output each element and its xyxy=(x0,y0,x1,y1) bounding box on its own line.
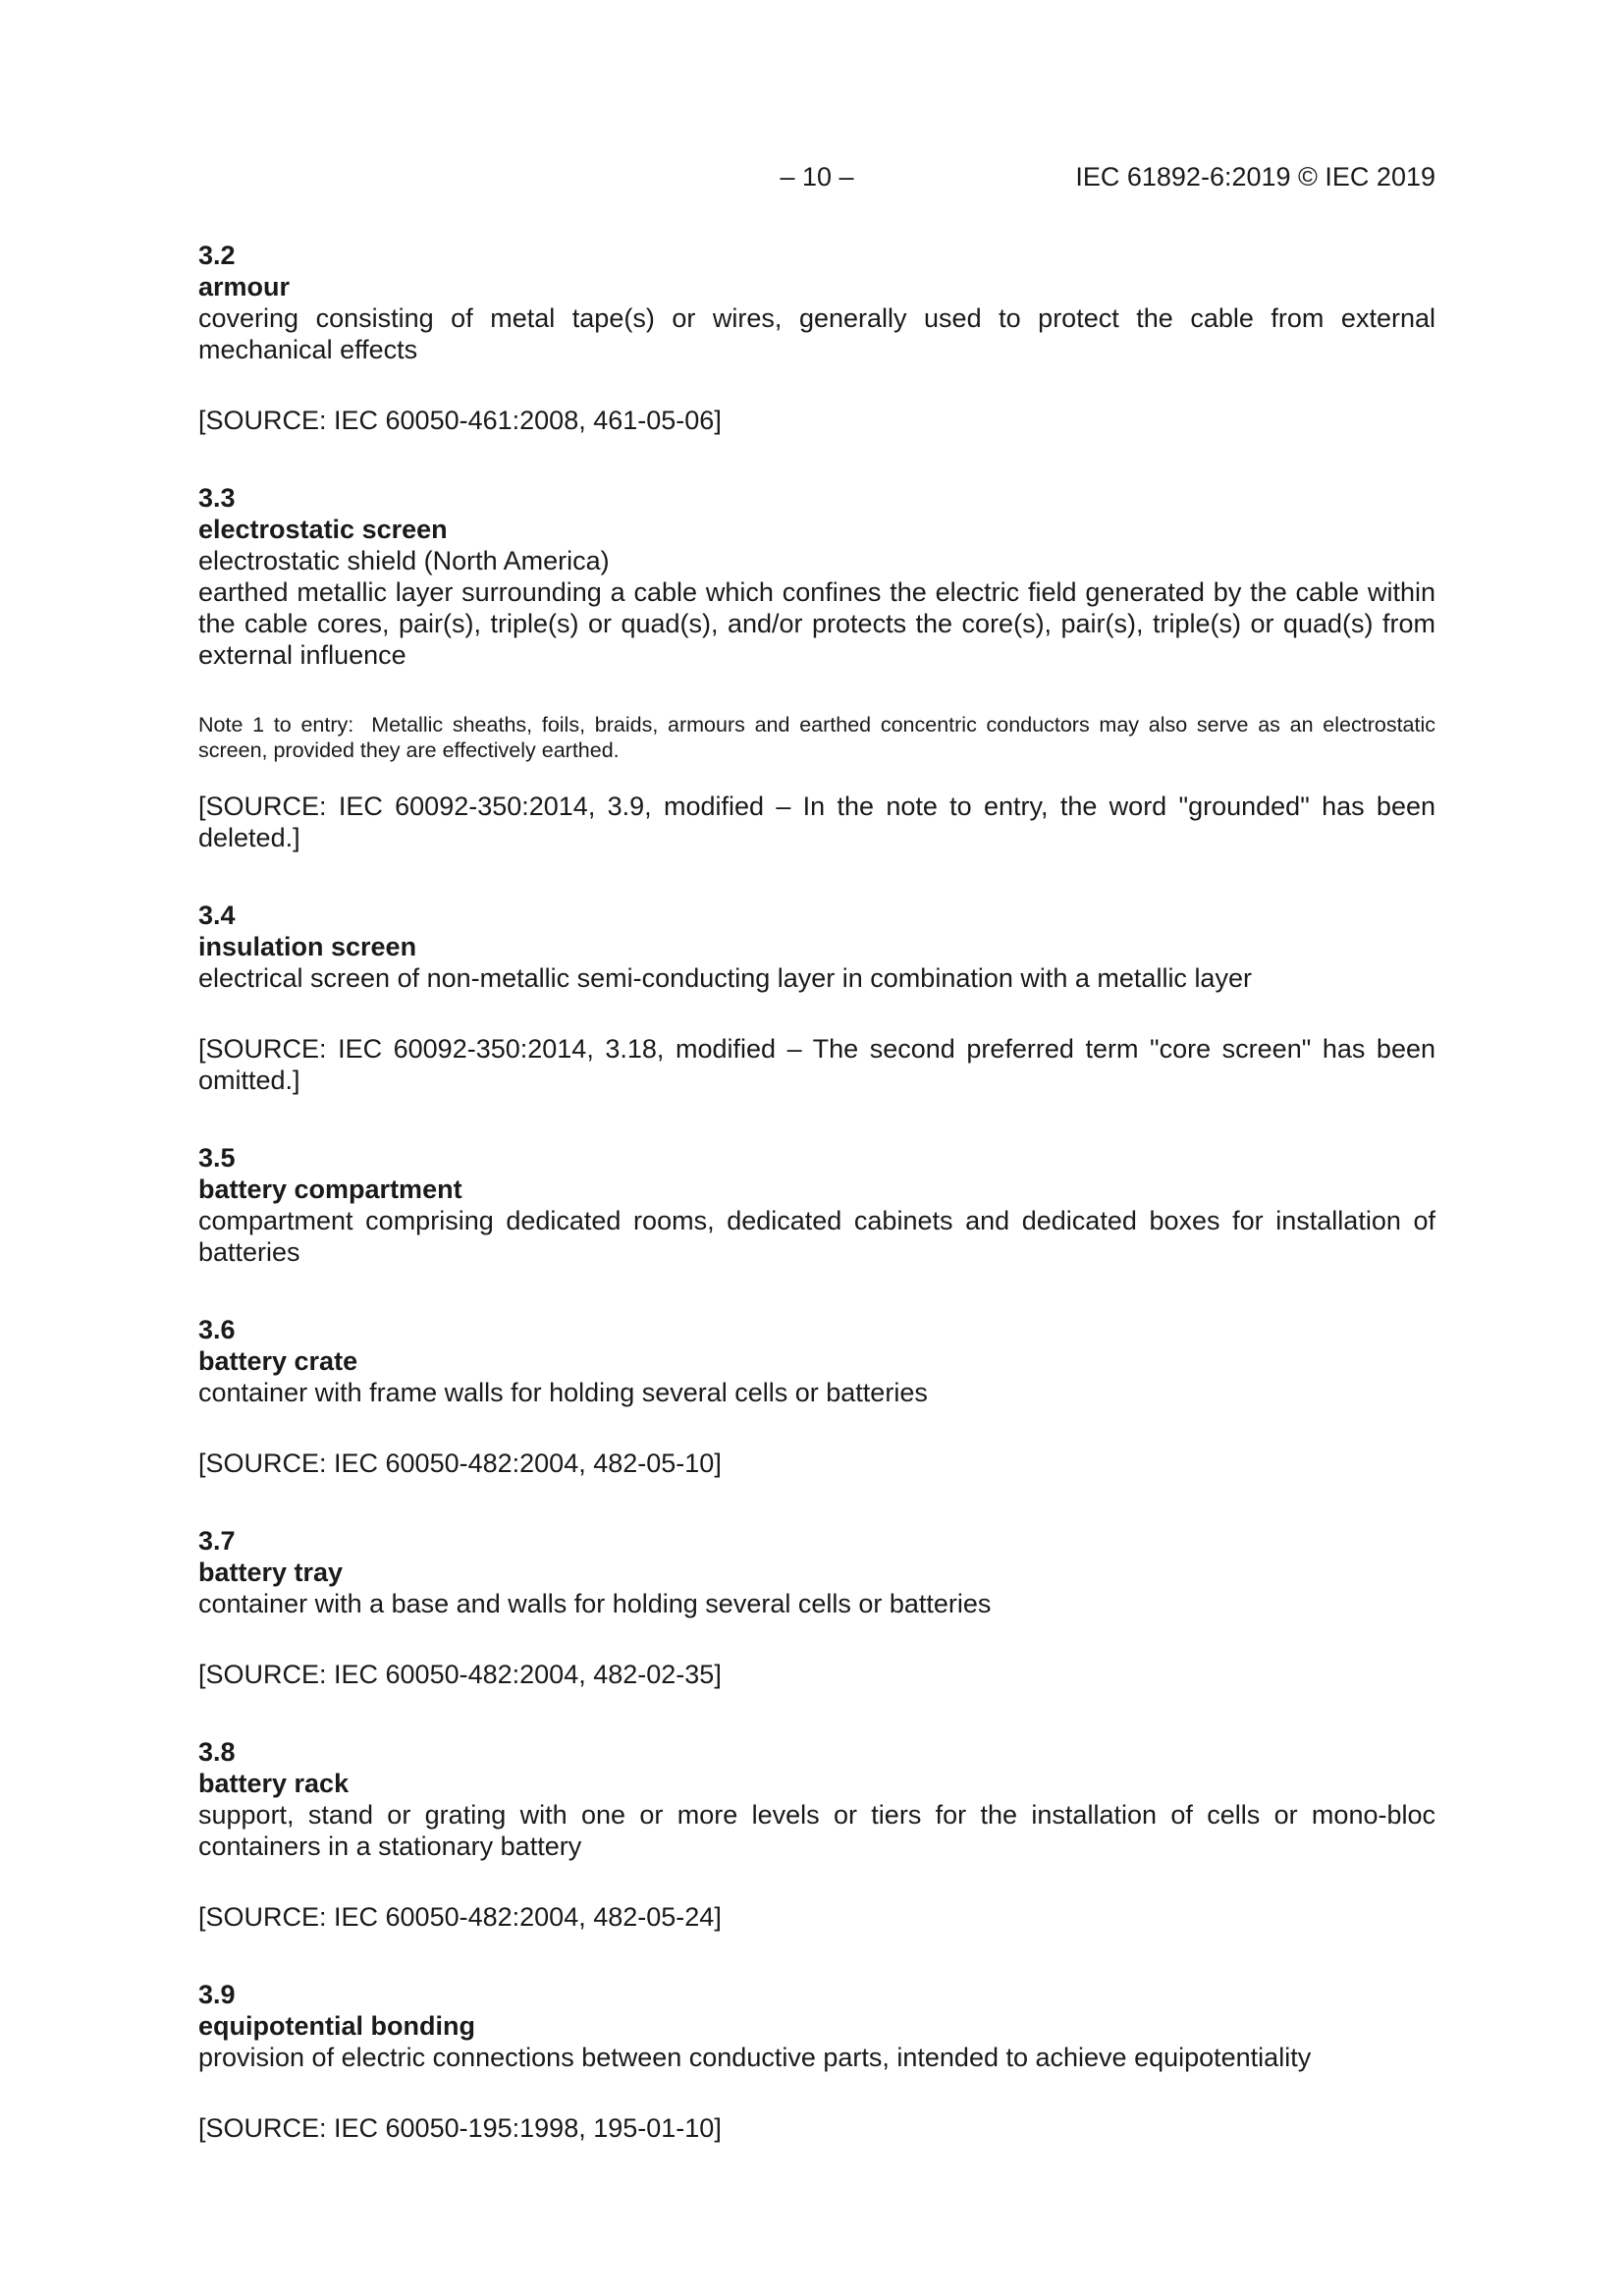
entry-number: 3.9 xyxy=(198,1980,236,2009)
entry-term: electrostatic screen xyxy=(198,515,448,544)
entry-term: battery tray xyxy=(198,1558,344,1587)
entry-term: insulation screen xyxy=(198,932,417,961)
entry-definition: support, stand or grating with one or more levels or tiers for the installation of cells or mono-bloc containers in a stationary battery xyxy=(198,1800,1435,1861)
entry-definition: electrical screen of non-metallic semi-conducting layer in combination with a metallic layer xyxy=(198,963,1252,993)
entry-source: [SOURCE: IEC 60050-195:1998, 195-01-10] xyxy=(198,2113,722,2143)
entry-source: [SOURCE: IEC 60092-350:2014, 3.18, modified – The second preferred term "core screen" has been omitted.] xyxy=(198,1034,1435,1095)
entry-term: battery crate xyxy=(198,1346,358,1376)
entry-term: battery compartment xyxy=(198,1175,462,1204)
entry-source: [SOURCE: IEC 60050-482:2004, 482-02-35] xyxy=(198,1660,722,1689)
entry-term: armour xyxy=(198,272,291,301)
term-entry-3-9 xyxy=(198,1979,1435,2144)
term-entry-3-7 xyxy=(198,1525,1435,1690)
page-number: – 10 – xyxy=(780,162,854,191)
entry-number: 3.8 xyxy=(198,1737,236,1767)
terms-list xyxy=(198,240,1435,2190)
entry-definition: covering consisting of metal tape(s) or wires, generally used to protect the cable from external mechanical effects xyxy=(198,303,1435,364)
entry-definition: earthed metallic layer surrounding a cable which confines the electric field generated by the cable within the cable cores, pair(s), triple(s) or quad(s), and/or protects the core(s), pair(s), triple(s) or quad(s) from external influence xyxy=(198,577,1435,670)
term-entry-3-4 xyxy=(198,900,1435,1096)
entry-number: 3.7 xyxy=(198,1526,236,1556)
term-entry-3-6 xyxy=(198,1314,1435,1479)
entry-term: battery rack xyxy=(198,1769,350,1798)
entry-number: 3.6 xyxy=(198,1315,236,1344)
term-entry-3-5 xyxy=(198,1142,1435,1268)
document-id: IEC 61892-6:2019 © IEC 2019 xyxy=(1075,162,1435,191)
term-entry-3-2 xyxy=(198,240,1435,436)
term-entry-3-3 xyxy=(198,482,1435,853)
entry-number: 3.3 xyxy=(198,483,236,513)
page-header xyxy=(198,157,1435,196)
entry-number: 3.2 xyxy=(198,241,236,270)
entry-definition: container with a base and walls for holding several cells or batteries xyxy=(198,1589,992,1618)
entry-synonym: electrostatic shield (North America) xyxy=(198,546,610,575)
entry-number: 3.4 xyxy=(198,901,236,930)
entry-number: 3.5 xyxy=(198,1143,236,1173)
entry-source: [SOURCE: IEC 60092-350:2014, 3.9, modified – In the note to entry, the word "grounded" has been deleted.] xyxy=(198,792,1435,852)
entry-source: [SOURCE: IEC 60050-482:2004, 482-05-24] xyxy=(198,1902,722,1932)
entry-definition: compartment comprising dedicated rooms, dedicated cabinets and dedicated boxes for installation of batteries xyxy=(198,1206,1435,1267)
entry-note xyxy=(198,712,1435,763)
entry-term: equipotential bonding xyxy=(198,2011,475,2041)
entry-definition: provision of electric connections between conductive parts, intended to achieve equipotentiality xyxy=(198,2043,1312,2072)
note-text: Metallic sheaths, foils, braids, armours and earthed concentric conductors may also serve as an electrostatic screen, provided they are effectively earthed. xyxy=(198,713,1435,762)
note-label: Note 1 to entry: xyxy=(198,713,354,737)
term-entry-3-8 xyxy=(198,1736,1435,1933)
entry-source: [SOURCE: IEC 60050-461:2008, 461-05-06] xyxy=(198,406,722,435)
entry-source: [SOURCE: IEC 60050-482:2004, 482-05-10] xyxy=(198,1449,722,1478)
entry-definition: container with frame walls for holding several cells or batteries xyxy=(198,1378,928,1407)
